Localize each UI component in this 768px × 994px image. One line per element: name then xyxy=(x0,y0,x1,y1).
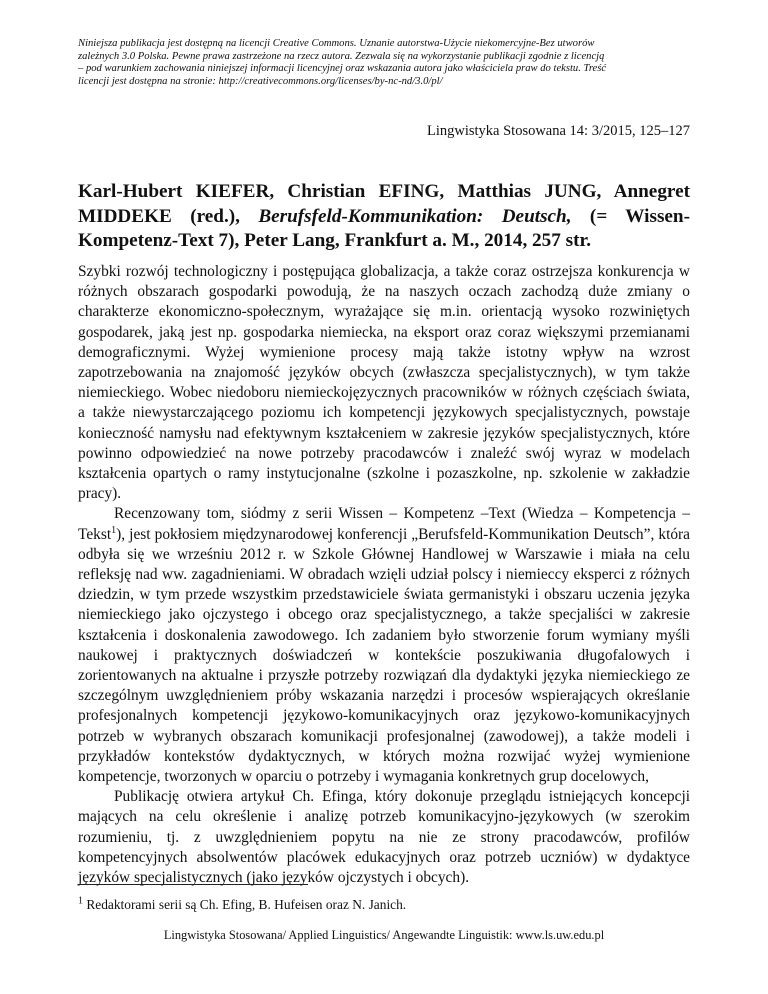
license-line: zależnych 3.0 Polska. Pewne prawa zastrzeżone na rzecz autora. Zezwala się na wykorzystanie publikacji zgodnie z licencją xyxy=(78,50,605,62)
footnote-divider xyxy=(78,884,308,885)
footnote-text: Redaktorami serii są Ch. Efing, B. Hufeisen oraz N. Janich. xyxy=(83,897,407,912)
title-book: Berufsfeld-Kommunikation: Deutsch, xyxy=(258,205,572,227)
title-authors: Karl-Hubert KIEFER, Christian EFING, Matthias JUNG, Annegret MIDDEKE (red.), xyxy=(78,181,690,227)
paragraph-1: Szybki rozwój technologiczny i postępująca globalizacja, a także coraz ostrzejsza konkurencja w różnych obszarach gospodarki powodują, że na naszych oczach zachodzą duże zmiany o charakterze ekonomiczno-społecznym, wyrażające się m.in. orientacją wysoko rozwiniętych gospodarek, jaką jest np. gospodarka niemiecka, na eksport oraz coraz większymi przemianami demograficznymi. Wyżej wymienione procesy mają także istotny wpływ na wzrost zapotrzebowania na znajomość języków obcych (zwłaszcza specjalistycznych), w tym także niemieckiego. Wobec niedoboru niemieckojęzycznych pracowników w różnych częściach świata, a także niewystarczającego poziomu ich kompetencji językowych specjalistycznych, powstaje konieczność namysłu nad efektywnym kształceniem w zakresie języków specjalistycznych, które powinno odpowiedzieć na nowe potrzeby pracodawców i znaleźć swój wyraz w modelach kształcenia opartych o ramy instytucjonalne (szkolne i pozaszkolne, np. szkolenie w zakładzie pracy). xyxy=(78,263,690,503)
license-line: licencji jest dostępna na stronie: http://creativecommons.org/licenses/by-nc-nd/3.0/pl/ xyxy=(78,75,443,87)
title-publication-info: (= Wissen-Kompetenz-Text 7), Peter Lang, Frankfurt a. M., 2014, 257 str. xyxy=(78,205,690,251)
footnote-number: 1 xyxy=(78,895,83,907)
paragraph-3: Publikację otwiera artykuł Ch. Efinga, który dokonuje przeglądu istniejących koncepcji mających na celu określenie i analizę potrzeb komunikacyjno-językowych (w szerokim rozumieniu, tj. z uwzględnieniem popytu na nie ze strony pracodawców, profilów kompetencyjnych absolwentów placówek edukacyjnych oraz potrzeb uczniów) w dydaktyce języków specjalistycznych (jako języków ojczystych i obcych). xyxy=(78,788,690,887)
paragraph-2-start: Recenzowany tom, siódmy z serii Wissen – Kompetenz –Text (Wiedza – Kompetencja – Tekst xyxy=(78,505,690,543)
journal-reference: Lingwistyka Stosowana 14: 3/2015, 125–127 xyxy=(426,123,690,139)
footnote xyxy=(78,897,690,913)
paragraph-2-rest: ), jest pokłosiem międzynarodowej konferencji „Berufsfeld-Kommunikation Deutsch”, która odbyła się we wrześniu 2012 r. w Szkole Głównej Handlowej w Warszawie i miała na celu refleksję nad ww. zagadnieniami. W obradach wzięli udział polscy i niemieccy eksperci z różnych dziedzin, w tym przede wszystkim przedstawiciele świata germanistyki i obszaru uczenia języka niemieckiego jako ojczystego i obcego oraz specjalistycznego, a także specjaliści w zakresie kształcenia i doskonalenia zawodowego. Ich zadaniem było stworzenie forum wymiany myśli naukowej i praktycznych doświadczeń w kontekście poszukiwania długofalowych i zorientowanych na aktualne i przyszłe potrzeby rozwiązań dla dydaktyki języka niemieckiego ze szczególnym uwzględnieniem próby wskazania narzędzi i procesów wspierających określanie profesjonalnych kompetencji językowo-komunikacyjnych oraz językowo-komunikacyjnych potrzeb w wybranych obszarach komunikacji profesjonalnej (zawodowej), a także modeli i przykładów kontekstów dydaktycznych, w których można rozwijać wyżej wymienione kompetencje, tworzonych w oparciu o potrzeby i wymagania konkretnych grup docelowych, xyxy=(78,525,690,786)
license-line: Niniejsza publikacja jest dostępną na licencji Creative Commons. Uznanie autorstwa-Użycie niekomercyjne-Bez utworów xyxy=(78,38,595,49)
page-footer: Lingwistyka Stosowana/ Applied Linguistics/ Angewandte Linguistik: www.ls.uw.edu.pl xyxy=(163,928,605,942)
paragraph-2 xyxy=(78,504,690,787)
license-line: – pod warunkiem zachowania niniejszej informacji licencyjnej oraz wskazania autora jako właściciela praw do tekstu. Treść xyxy=(78,63,607,74)
footnote-marker[interactable]: 1 xyxy=(111,524,117,536)
body-text xyxy=(78,262,690,888)
license-notice xyxy=(78,38,692,88)
review-title xyxy=(78,180,690,254)
